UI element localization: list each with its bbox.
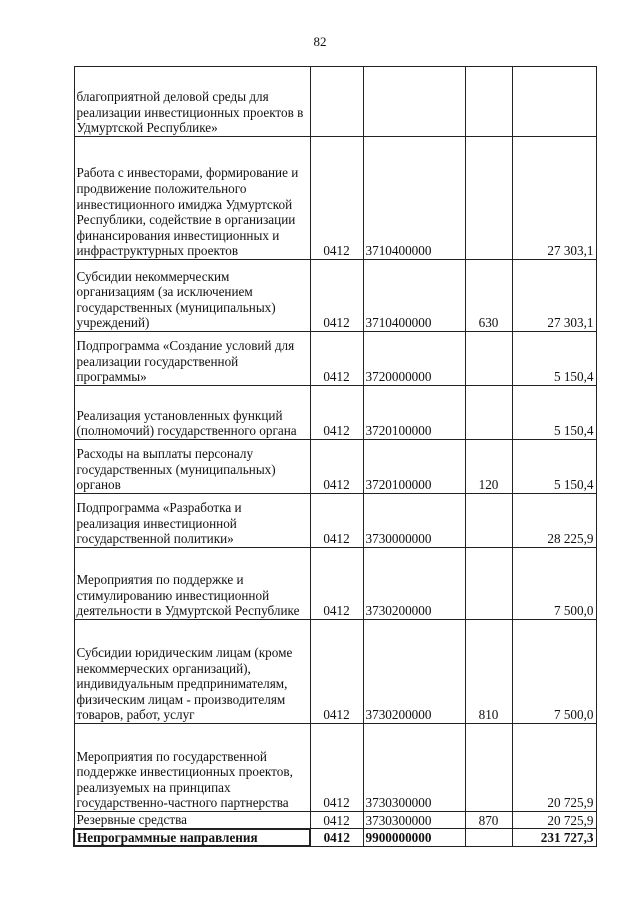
row-amount: 231 727,3: [512, 829, 596, 847]
row-section-code: 0412: [310, 440, 363, 494]
row-section-code: 0412: [310, 548, 363, 620]
row-name: Резервные средства: [74, 812, 310, 829]
row-section-code: 0412: [310, 494, 363, 548]
row-target-article: 3720000000: [363, 332, 465, 386]
row-target-article: 3730200000: [363, 620, 465, 724]
row-section-code: 0412: [310, 812, 363, 829]
row-name: Работа с инвесторами, формирование и продвижение положительного инвестиционного имиджа Удмуртской Республики, содействие в организации финансирования инвестиционных и инфраструктурных проектов: [74, 137, 310, 260]
row-name: Непрограммные направления: [74, 829, 310, 847]
table-row: [74, 494, 596, 548]
row-section-code: 0412: [310, 386, 363, 440]
row-amount: 5 150,4: [512, 332, 596, 386]
table-row: [74, 332, 596, 386]
row-target-article: 3710400000: [363, 260, 465, 332]
table-row: [74, 137, 596, 260]
row-expense-type: [465, 332, 512, 386]
row-name: Реализация установленных функций (полномочий) государственного органа: [74, 386, 310, 440]
row-amount: 27 303,1: [512, 137, 596, 260]
table-row: [74, 812, 596, 829]
row-expense-type: 630: [465, 260, 512, 332]
row-expense-type: [465, 494, 512, 548]
table-row: [74, 724, 596, 812]
row-target-article: 3730300000: [363, 724, 465, 812]
row-name: Мероприятия по государственной поддержке инвестиционных проектов, реализуемых на принципах государственно-частного партнерства: [74, 724, 310, 812]
row-section-code: 0412: [310, 829, 363, 847]
row-expense-type: 810: [465, 620, 512, 724]
row-section-code: 0412: [310, 724, 363, 812]
page-number: 82: [313, 34, 327, 49]
row-target-article: 3710400000: [363, 137, 465, 260]
row-expense-type: [465, 724, 512, 812]
row-amount: [512, 67, 596, 137]
row-name: Расходы на выплаты персоналу государственных (муниципальных) органов: [74, 440, 310, 494]
row-target-article: 3730000000: [363, 494, 465, 548]
row-expense-type: [465, 137, 512, 260]
table-row: [74, 440, 596, 494]
row-section-code: 0412: [310, 332, 363, 386]
row-amount: 7 500,0: [512, 548, 596, 620]
row-target-article: 3730300000: [363, 812, 465, 829]
row-expense-type: 120: [465, 440, 512, 494]
table-row: [74, 260, 596, 332]
row-expense-type: 870: [465, 812, 512, 829]
row-name: благоприятной деловой среды для реализации инвестиционных проектов в Удмуртской Республике»: [74, 67, 310, 137]
row-amount: 28 225,9: [512, 494, 596, 548]
row-target-article: 3720100000: [363, 440, 465, 494]
row-section-code: 0412: [310, 260, 363, 332]
row-section-code: [310, 67, 363, 137]
row-section-code: 0412: [310, 620, 363, 724]
budget-table: [73, 66, 597, 847]
row-expense-type: [465, 829, 512, 847]
table-row: [74, 620, 596, 724]
row-name: Субсидии юридическим лицам (кроме некоммерческих организаций), индивидуальным предпринимателям, физическим лицам - производителям товаров, работ, услуг: [74, 620, 310, 724]
row-target-article: 9900000000: [363, 829, 465, 847]
row-amount: 7 500,0: [512, 620, 596, 724]
row-amount: 20 725,9: [512, 724, 596, 812]
row-section-code: 0412: [310, 137, 363, 260]
row-name: Мероприятия по поддержке и стимулированию инвестиционной деятельности в Удмуртской Республике: [74, 548, 310, 620]
row-target-article: 3730200000: [363, 548, 465, 620]
table-row: [74, 548, 596, 620]
row-expense-type: [465, 67, 512, 137]
row-expense-type: [465, 386, 512, 440]
row-target-article: [363, 67, 465, 137]
row-amount: 27 303,1: [512, 260, 596, 332]
row-name: Подпрограмма «Создание условий для реализации государственной программы»: [74, 332, 310, 386]
table-row: [74, 386, 596, 440]
row-target-article: 3720100000: [363, 386, 465, 440]
row-expense-type: [465, 548, 512, 620]
table-row: [74, 67, 596, 137]
table-row-total: [74, 829, 596, 847]
row-name: Субсидии некоммерческим организациям (за исключением государственных (муниципальных) учреждений): [74, 260, 310, 332]
row-amount: 5 150,4: [512, 440, 596, 494]
row-amount: 5 150,4: [512, 386, 596, 440]
row-name: Подпрограмма «Разработка и реализация инвестиционной государственной политики»: [74, 494, 310, 548]
row-amount: 20 725,9: [512, 812, 596, 829]
